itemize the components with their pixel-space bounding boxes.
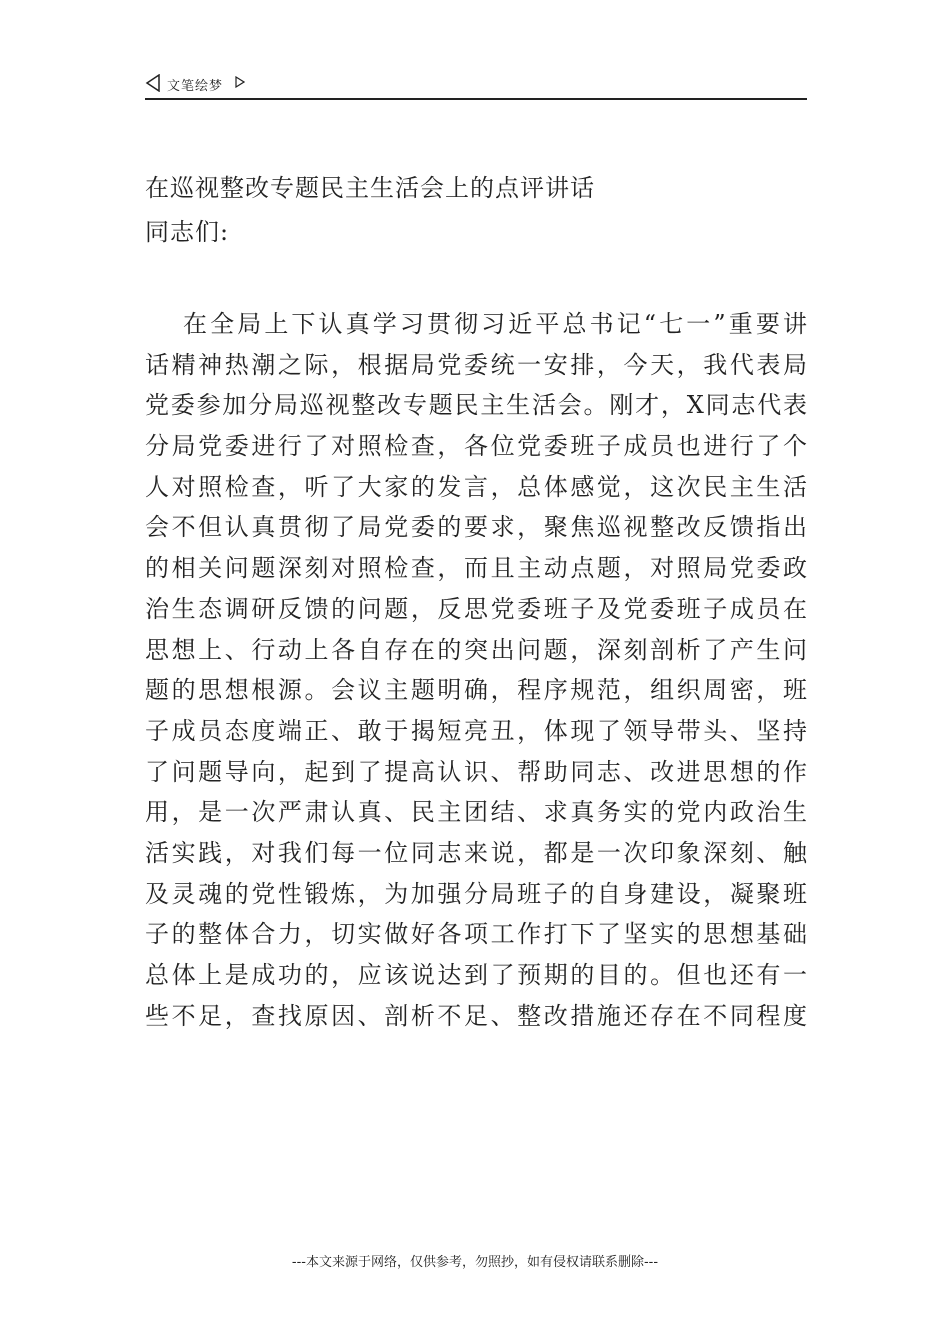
body-line: 会不但认真贯彻了局党委的要求，聚焦巡视整改反馈指出 [145,513,807,542]
body-line: 题的思想根源。会议主题明确，程序规范，组织周密，班 [145,676,807,705]
page-header [145,70,807,100]
body-line: 了问题导向，起到了提高认识、帮助同志、改进思想的作 [145,757,807,786]
body-line: 活实践，对我们每一位同志来说，都是一次印象深刻、触 [145,838,807,867]
body-line: 党委参加分局巡视整改专题民主生活会。刚才，X同志代表 [145,391,807,420]
body-line: 分局党委进行了对照检查，各位党委班子成员也进行了个 [145,432,807,461]
body-line: 话精神热潮之际，根据局党委统一安排，今天，我代表局 [145,350,807,379]
body-line: 治生态调研反馈的问题，反思党委班子及党委班子成员在 [145,594,807,623]
body-line: 在全局上下认真学习贯彻习近平总书记“七一”重要讲 [183,310,807,338]
triangle-right-icon [235,76,245,88]
body-line: 些不足，查找原因、剖析不足、整改措施还存在不同程度 [145,1001,807,1030]
body-line: 子的整体合力，切实做好各项工作打下了坚实的思想基础 [145,920,807,949]
footer-disclaimer: ---本文来源于网络，仅供参考，勿照抄，如有侵权请联系删除--- [291,1255,659,1270]
header-brand: 文笔绘梦 [167,79,224,94]
triangle-left-icon [145,74,161,92]
body-text [145,304,807,1036]
body-line: 的相关问题深刻对照检查，而且主动点题，对照局党委政 [145,554,807,583]
body-line: 用，是一次严肃认真、民主团结、求真务实的党内政治生 [145,798,807,827]
document-title: 在巡视整改专题民主生活会上的点评讲话 [145,174,595,202]
body-line: 思想上、行动上各自存在的突出问题，深刻剖析了产生问 [145,635,807,664]
body-line: 总体上是成功的，应该说达到了预期的目的。但也还有一 [145,961,807,989]
salutation: 同志们: [145,218,230,246]
body-line: 及灵魂的党性锻炼，为加强分局班子的自身建设，凝聚班 [145,879,807,908]
body-line: 人对照检查，听了大家的发言，总体感觉，这次民主生活 [145,472,807,501]
body-line: 子成员态度端正、敢于揭短亮丑，体现了领导带头、坚持 [145,716,807,745]
